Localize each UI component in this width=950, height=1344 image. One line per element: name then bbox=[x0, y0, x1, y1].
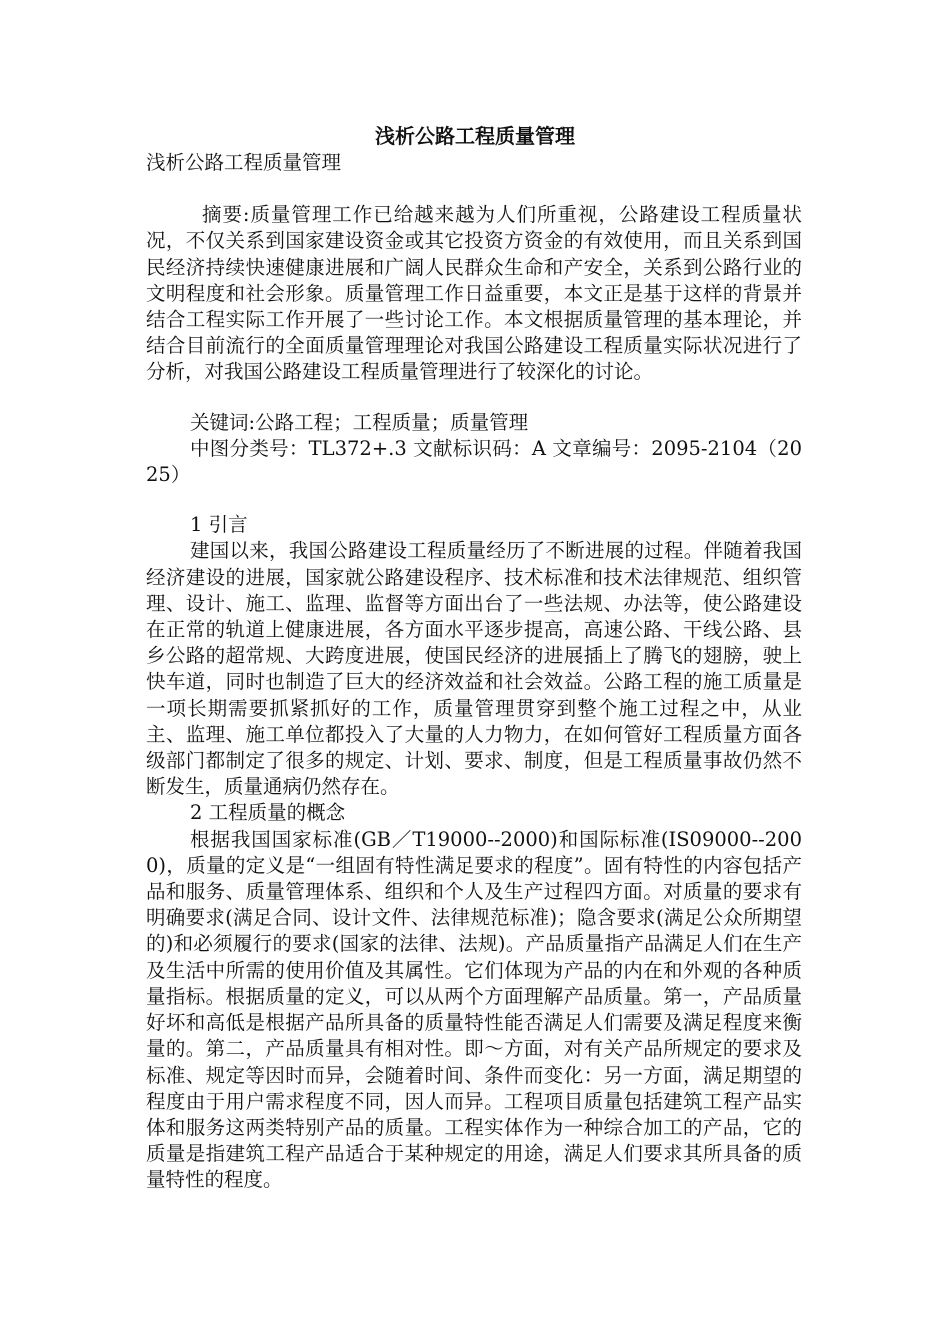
body-paragraph: 建国以来，我国公路建设工程质量经历了不断进展的过程。伴随着我国经济建设的进展，国家就公路建设程序、技术标准和技术法律规范、组织管理、设计、施工、监理、监督等方面出台了一些法规、办法等，使公路建设在正常的轨道上健康进展，各方面水平逐步提高，高速公路、干线公路、县乡公路的超常规、大跨度进展，使国民经济的进展插上了腾飞的翅膀，驶上快车道，同时也制造了巨大的经济效益和社会效益。公路工程的施工质量是一项长期需要抓紧抓好的工作，质量管理贯穿到整个施工过程之中，从业主、监理、施工单位都投入了大量的人力物力，在如何管好工程质量方面各级部门都制定了很多的规定、计划、要求、制度，但是工程质量事故仍然不断发生，质量通病仍然存在。 bbox=[146, 539, 802, 799]
section-heading: 1 引言 bbox=[190, 513, 248, 537]
spacer bbox=[146, 488, 802, 512]
document-body bbox=[146, 150, 802, 1194]
spacer bbox=[146, 386, 802, 410]
document-title: 浅析公路工程质量管理 bbox=[375, 124, 575, 148]
spacer bbox=[146, 176, 802, 202]
keywords-line: 关键词:公路工程；工程质量；质量管理 bbox=[190, 410, 529, 434]
abstract-paragraph: 摘要:质量管理工作已给越来越为人们所重视，公路建设工程质量状况，不仅关系到国家建设资金或其它投资方资金的有效使用，而且关系到国民经济持续快速健康进展和广阔人民群众生命和产安全，关系到公路行业的文明程度和社会形象。质量管理工作日益重要，本文正是基于这样的背景并结合工程实际工作开展了一些讨论工作。本文根据质量管理的基本理论，并结合目前流行的全面质量管理理论对我国公路建设工程质量实际状况进行了分析，对我国公路建设工程质量管理进行了较深化的讨论。 bbox=[146, 203, 802, 384]
classification-line: 中图分类号：TL372+.3 文献标识码：A 文章编号：2095-2104（2025） bbox=[146, 436, 802, 487]
document-subtitle: 浅析公路工程质量管理 bbox=[146, 151, 342, 174]
body-paragraph: 根据我国国家标准(GB／T19000--2000)和国际标准(IS09000--2000)，质量的定义是“一组固有特性满足要求的程度”。固有特性的内容包括产品和服务、质量管理体系、组织和个人及生产过程四方面。对质量的要求有明确要求(满足合同、设计文件、法律规范标准)；隐含要求(满足公众所期望的)和必须履行的要求(国家的法律、法规)。产品质量指产品满足人们在生产及生活中所需的使用价值及其属性。它们体现为产品的内在和外观的各种质量指标。根据质量的定义，可以从两个方面理解产品质量。第一，产品质量好坏和高低是根据产品所具备的质量特性能否满足人们需要及满足程度来衡量的。第二，产品质量具有相对性。即～方面，对有关产品所规定的要求及标准、规定等因时而异，会随着时间、条件而变化：另一方面，满足期望的程度由于用户需求程度不同，因人而异。工程项目质量包括建筑工程产品实体和服务这两类特别产品的质量。工程实体作为一种综合加工的产品，它的质量是指建筑工程产品适合于某种规定的用途，满足人们要求其所具备的质量特性的程度。 bbox=[146, 827, 802, 1192]
section-heading: 2 工程质量的概念 bbox=[190, 801, 346, 825]
